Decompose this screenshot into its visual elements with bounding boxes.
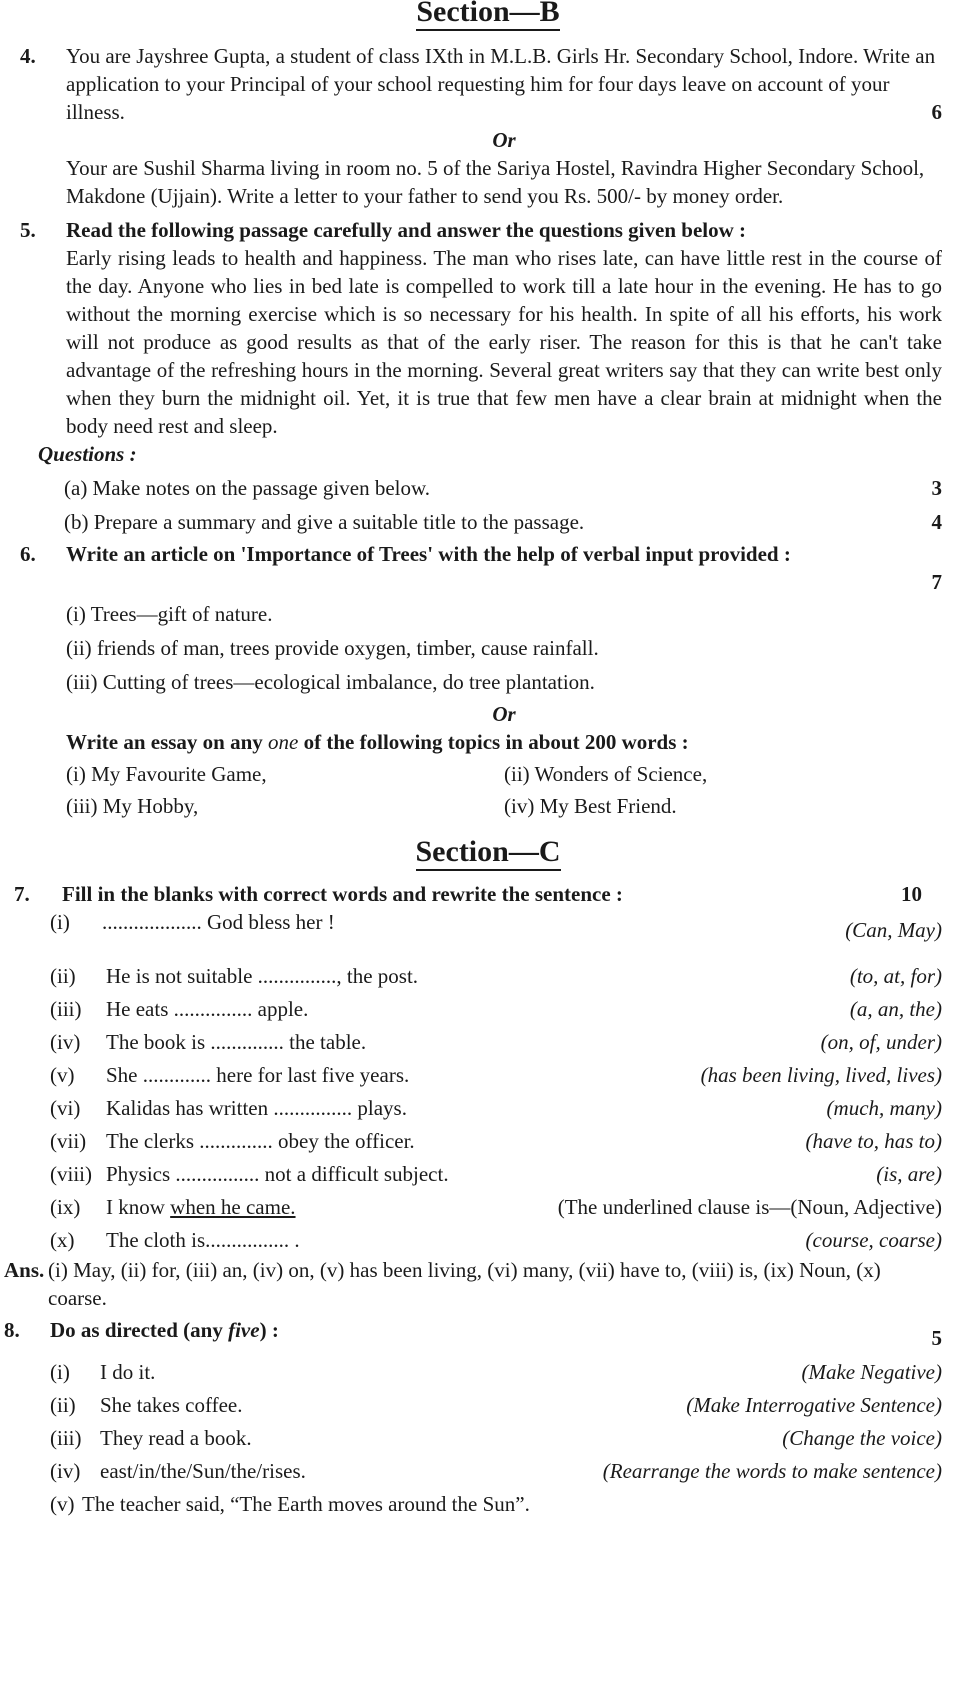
- list-item: (ii) He is not suitable ..............., the post. (to, at, for): [50, 964, 942, 988]
- question-number: 8.: [4, 1318, 20, 1342]
- essay-heading: Write an essay on any one of the following topics in about 200 words :: [66, 730, 689, 754]
- passage: Early rising leads to health and happiness. The man who rises late, can have little rest in the course of the day. Anyone who lies in bed late is compelled to work till a late hour in the evening. He has to go without the morning exercise which is so necessary for his health. In spite of all his efforts, his work will not produce as good results as that of the early riser. The reason for this is that he can't take advantage of the refreshing hours in the morning. Several great writers say that they can write best only when they burn the midnight oil. Yet, it is true that few men have a clear brain at midnight when the body need rest and sleep.: [66, 246, 942, 438]
- or-label: Or: [492, 128, 516, 152]
- question-heading: Write an article on 'Importance of Trees' with the help of verbal input provided :: [66, 542, 791, 566]
- marks: 7: [931, 570, 942, 594]
- questions-block: [0, 440, 976, 536]
- list-item: (vii) The clerks .............. obey the officer. (have to, has to): [50, 1129, 942, 1153]
- sub-question-a: (a) Make notes on the passage given below. 3: [64, 476, 942, 500]
- section-b-title: Section—B: [0, 0, 976, 30]
- questions-label: Questions :: [38, 442, 137, 466]
- list-item: (ii) She takes coffee. (Make Interrogative Sentence): [50, 1393, 942, 1417]
- alternate-question-text: Your are Sushil Sharma living in room no. 5 of the Sariya Hostel, Ravindra Higher Secondary School, Makdone (Ujjain). Write a letter to your father to send you Rs. 500/- by money order.: [66, 156, 925, 208]
- question-text: You are Jayshree Gupta, a student of class IXth in M.L.B. Girls Hr. Secondary School, Indore. Write an application to your Principal of your school requesting him for four days leave on account of your illness.: [66, 44, 936, 124]
- question-5: [0, 216, 976, 440]
- essay-topic: (i) My Favourite Game,: [66, 762, 267, 786]
- answer-label: Ans.: [4, 1258, 45, 1282]
- question-heading: Fill in the blanks with correct words and rewrite the sentence :: [62, 882, 623, 906]
- list-item: (i) ................... God bless her ! (Can, May): [50, 910, 942, 942]
- question-number: 6.: [20, 542, 36, 566]
- marks: 10: [901, 882, 922, 906]
- verbal-input-point: (iii) Cutting of trees—ecological imbalance, do tree plantation.: [66, 670, 595, 694]
- list-item: (v) The teacher said, “The Earth moves around the Sun”.: [50, 1492, 530, 1516]
- question-4: [0, 42, 976, 210]
- question-6: [0, 540, 976, 820]
- question-heading: Read the following passage carefully and answer the questions given below :: [66, 218, 747, 242]
- list-item: (iv) The book is .............. the table. (on, of, under): [50, 1030, 942, 1054]
- do-as-directed-list: [0, 1358, 976, 1518]
- list-item: (viii) Physics ................ not a difficult subject. (is, are): [50, 1162, 942, 1186]
- essay-topic: (iii) My Hobby,: [66, 794, 199, 818]
- answer-block: [0, 1256, 976, 1312]
- list-item: (v) She ............. here for last five years. (has been living, lived, lives): [50, 1063, 942, 1087]
- question-heading: Do as directed (any five) :: [50, 1318, 279, 1342]
- list-item: (vi) Kalidas has written ............... plays. (much, many): [50, 1096, 942, 1120]
- question-number: 4.: [20, 44, 36, 68]
- fill-blanks-list: [0, 908, 976, 1254]
- list-item: (x) The cloth is................ . (course, coarse): [50, 1228, 942, 1252]
- marks: 5: [931, 1326, 942, 1350]
- section-c-title: Section—C: [0, 834, 976, 870]
- verbal-input-point: (ii) friends of man, trees provide oxygen, timber, cause rainfall.: [66, 636, 599, 660]
- list-item: (iv) east/in/the/Sun/the/rises. (Rearrange the words to make sentence): [50, 1459, 942, 1483]
- question-8: [0, 1316, 976, 1352]
- verbal-input-point: (i) Trees—gift of nature.: [66, 602, 273, 626]
- question-number: 7.: [14, 882, 30, 906]
- marks: 6: [931, 100, 942, 124]
- list-item: (i) I do it. (Make Negative): [50, 1360, 942, 1384]
- sub-question-b: (b) Prepare a summary and give a suitable title to the passage. 4: [64, 510, 942, 534]
- list-item: (ix) I know when he came. (The underlined clause is—(Noun, Adjective): [50, 1195, 942, 1219]
- verbal-input-list: [66, 600, 942, 696]
- answer-text: (i) May, (ii) for, (iii) an, (iv) on, (v) has been living, (vi) many, (vii) have to, (viii) is, (ix) Noun, (x) coarse.: [48, 1258, 881, 1310]
- essay-topic: (iv) My Best Friend.: [504, 794, 677, 818]
- essay-topic: (ii) Wonders of Science,: [504, 762, 708, 786]
- question-7: [0, 880, 976, 908]
- list-item: (iii) They read a book. (Change the voice): [50, 1426, 942, 1450]
- or-label: Or: [492, 702, 516, 726]
- underlined-clause: when he came.: [170, 1195, 296, 1219]
- essay-topics: [66, 792, 942, 820]
- essay-topics: [66, 760, 942, 788]
- list-item: (iii) He eats ............... apple. (a, an, the): [50, 997, 942, 1021]
- question-number: 5.: [20, 218, 36, 242]
